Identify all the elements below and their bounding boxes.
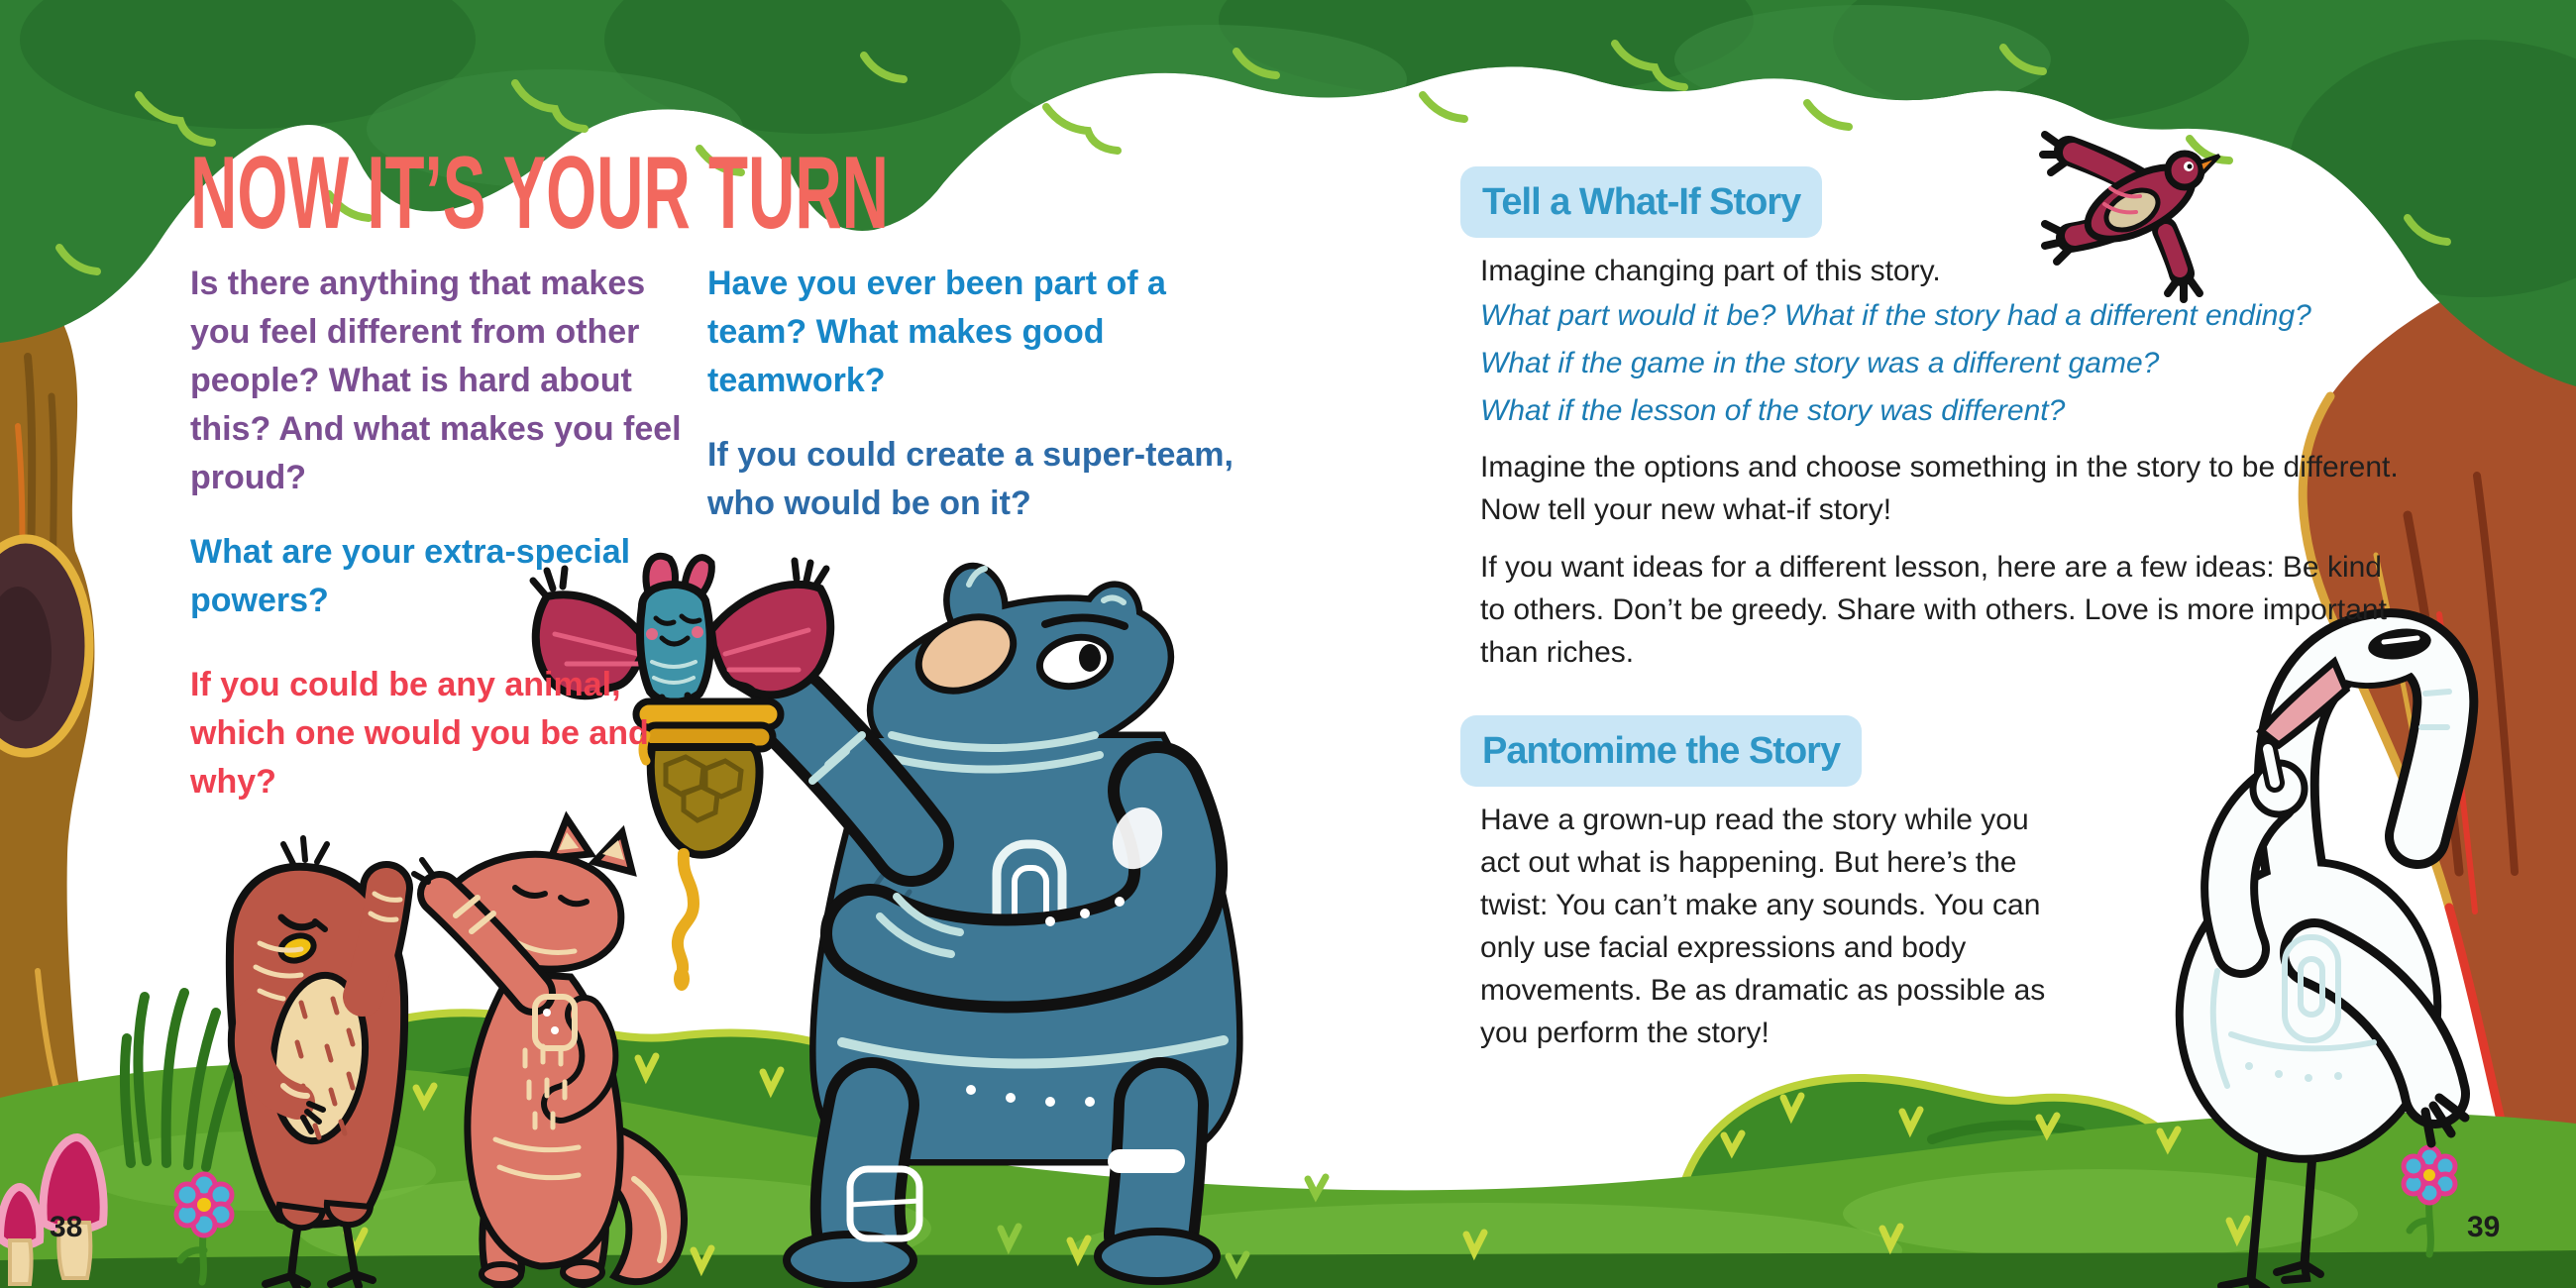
question-team: Have you ever been part of a team? What makes good teamwork? xyxy=(707,265,1166,399)
section-heading-what-if: Tell a What-If Story xyxy=(1460,166,1822,238)
question-superteam: If you could create a super-team, who would be on it? xyxy=(707,436,1234,522)
page-number-left: 38 xyxy=(50,1211,83,1243)
questions-column-2 xyxy=(707,260,1247,554)
questions-column-1 xyxy=(190,260,691,832)
what-if-question-1: What part would it be? What if the story had a different ending? xyxy=(1480,299,2311,332)
question-different: Is there anything that makes you feel different from other people? What is hard about this? And what makes you feel proud? xyxy=(190,265,682,496)
what-if-question-3: What if the lesson of the story was different? xyxy=(1480,394,2066,427)
what-if-paragraph-1: Imagine the options and choose something in the story to be different. Now tell your new what-if story! xyxy=(1480,451,2399,526)
what-if-intro: Imagine changing part of this story. xyxy=(1480,255,1941,287)
question-powers: What are your extra-special powers? xyxy=(190,533,631,619)
left-tree-trunk xyxy=(0,277,157,1185)
what-if-question-2: What if the game in the story was a different game? xyxy=(1480,347,2160,379)
question-animal: If you could be any animal, which one would you be and why? xyxy=(190,666,649,801)
pantomime-paragraph: Have a grown-up read the story while you act out what is happening. But here’s the twist: You can’t make any sounds. You can only use facial expressions and body movements. Be as dramatic as possible as you perform the story! xyxy=(1480,804,2046,1049)
page-title: NOW IT’S YOUR TURN xyxy=(190,136,889,251)
page-number-right: 39 xyxy=(2467,1211,2501,1243)
section-heading-pantomime: Pantomime the Story xyxy=(1460,715,1862,787)
what-if-paragraph-2: If you want ideas for a different lesson, here are a few ideas: Be kind to others. Don’t be greedy. Share with others. Love is more important than riches. xyxy=(1480,551,2387,669)
